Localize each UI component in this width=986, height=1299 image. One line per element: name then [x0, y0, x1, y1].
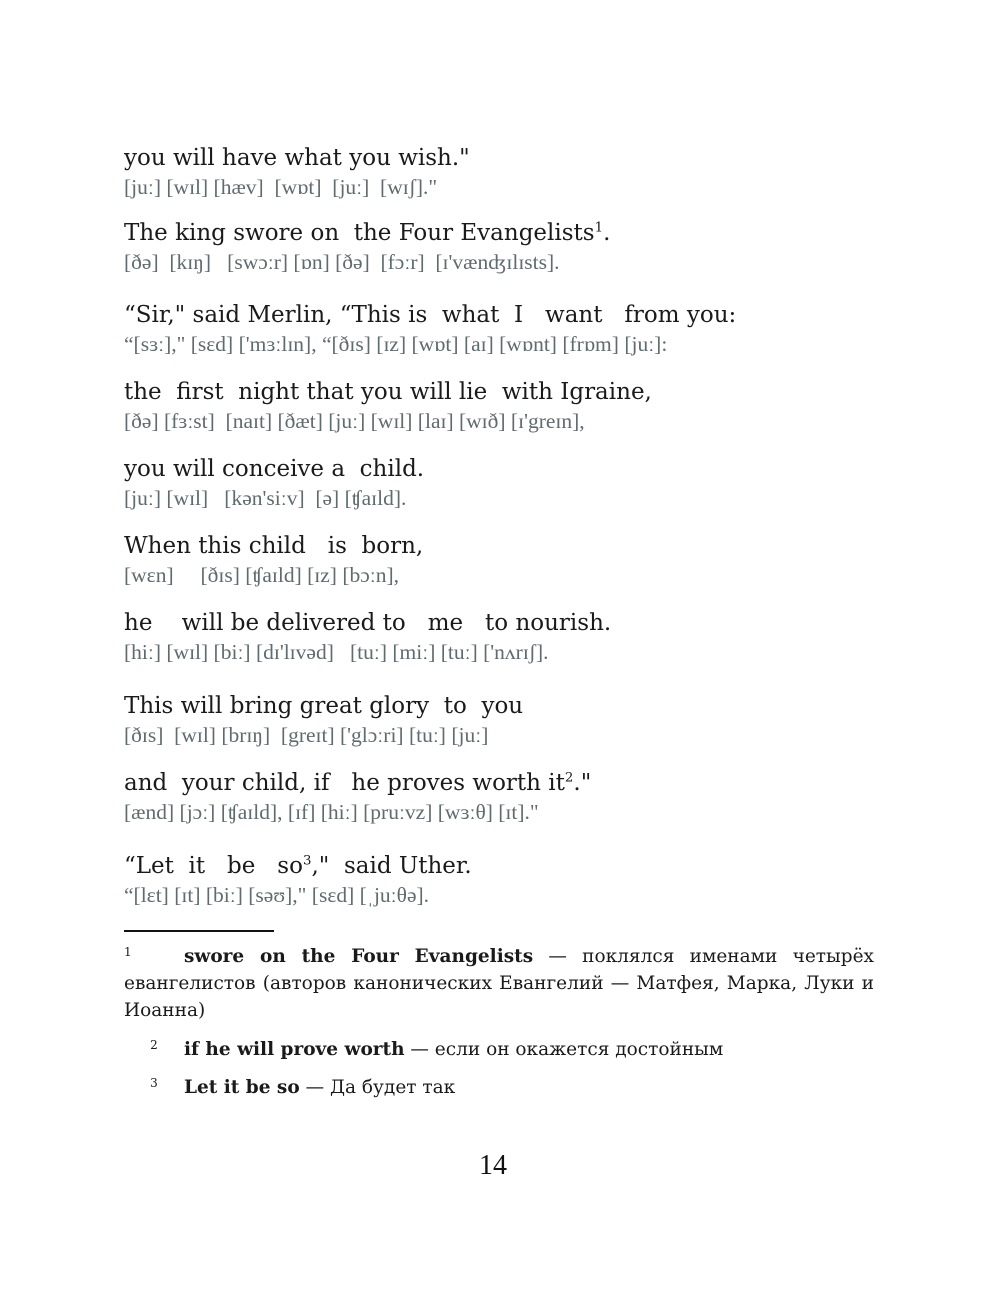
line-pair — [124, 691, 884, 749]
line-pair — [124, 300, 884, 358]
english-line: This will bring great glory to you — [124, 693, 524, 719]
line-pair — [124, 851, 884, 909]
english-line: “Sir," said Merlin, “This is what I want from you: — [124, 302, 737, 328]
page-number: 14 — [479, 1150, 507, 1181]
transcription-line: [hiː] [wɪl] [biː] [dɪ'lɪvəd] [tuː] [miː] [tuː] ['nʌrɪʃ]. — [124, 640, 549, 664]
transcription-line: [juː] [wɪl] [kən'siːv] [ə] [ʧaɪld]. — [124, 486, 407, 510]
transcription-line: [ðɪs] [wɪl] [brɪŋ] [greɪt] ['glɔːri] [tuː] [juː] — [124, 723, 489, 747]
footnote-term: swore on the Four Evangelists — [184, 946, 534, 967]
english-line: he will be delivered to me to nourish. — [124, 610, 612, 636]
footnote-number: 2 — [150, 1038, 158, 1052]
line-pair — [124, 531, 884, 589]
footnote-ref[interactable]: 2 — [564, 770, 574, 786]
footnote-text: — если он окажется достойным — [404, 1039, 724, 1060]
english-text-after: . — [603, 220, 611, 246]
english-text: and your child, if he proves worth it — [124, 770, 565, 796]
english-line — [124, 851, 884, 881]
english-line — [124, 218, 884, 248]
footnote — [124, 1032, 874, 1063]
footnote-number: 1 — [124, 945, 132, 959]
transcription-line: “[lɛt] [ɪt] [biː] [səʊ]," [sɛd] [ˌjuːθə]. — [124, 883, 430, 907]
line-pair — [124, 768, 884, 826]
english-line: the first night that you will lie with Igraine, — [124, 379, 652, 405]
footnote-ref[interactable]: 3 — [302, 853, 312, 869]
footnote — [124, 1070, 874, 1101]
transcription-line: [ðə] [kɪŋ] [swɔːr] [ɒn] [ðə] [fɔːr] [ɪ'vænʤɪlɪsts]. — [124, 250, 560, 274]
english-text: The king swore on the Four Evangelists — [124, 220, 595, 246]
line-pair — [124, 608, 884, 666]
footnote-text: — поклялся именами четырёх евангелистов (авторов канонических Евангелий — Матфея, Марка, Луки и Иоанна) — [124, 946, 874, 1021]
footnote-term: Let it be so — [184, 1077, 300, 1098]
footnote-number: 3 — [150, 1076, 158, 1090]
footnote-separator — [124, 930, 274, 932]
footnote-text: — Да будет так — [299, 1077, 456, 1098]
transcription-line: [juː] [wɪl] [hæv] [wɒt] [juː] [wɪʃ]." — [124, 175, 438, 199]
footnote-term: if he will prove worth — [184, 1039, 405, 1060]
transcription-line: “[sɜː]," [sɛd] ['mɜːlɪn], “[ðɪs] [ɪz] [wɒt] [aɪ] [wɒnt] [frɒm] [juː]: — [124, 332, 668, 356]
transcription-line: [ænd] [jɔː] [ʧaɪld], [ɪf] [hiː] [pruːvz] [wɜːθ] [ɪt]." — [124, 800, 539, 824]
english-text-after: ." — [573, 770, 592, 796]
english-line: you will have what you wish." — [124, 145, 470, 171]
footnote-ref[interactable]: 1 — [594, 220, 604, 236]
english-line — [124, 768, 884, 798]
english-text: “Let it be so — [124, 853, 303, 879]
line-pair — [124, 218, 884, 276]
english-line: When this child is born, — [124, 533, 424, 559]
transcription-line: [wɛn] [ðɪs] [ʧaɪld] [ɪz] [bɔːn], — [124, 563, 400, 587]
line-pair — [124, 377, 884, 435]
footnote — [124, 939, 874, 1024]
english-line: you will conceive a child. — [124, 456, 425, 482]
line-pair — [124, 454, 884, 512]
line-pair — [124, 143, 884, 201]
transcription-line: [ðə] [fɜːst] [naɪt] [ðæt] [juː] [wɪl] [laɪ] [wɪð] [ɪ'greɪn], — [124, 409, 585, 433]
english-text-after: ," said Uther. — [311, 853, 472, 879]
